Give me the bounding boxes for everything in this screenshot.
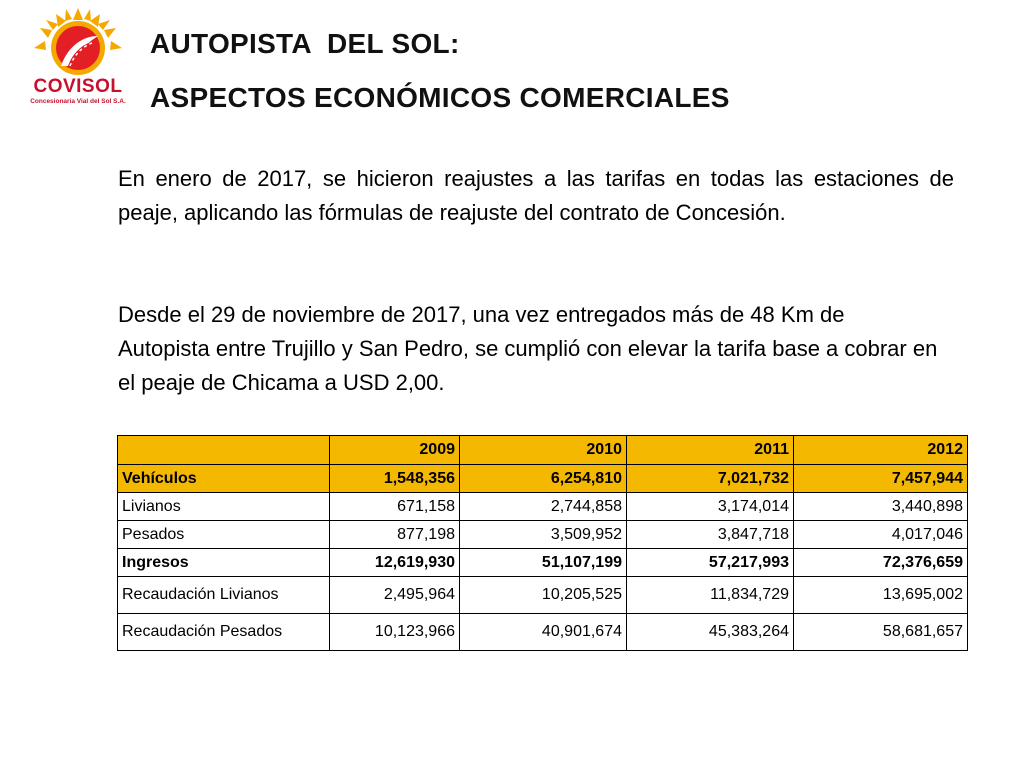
table-header-cell: 2010	[460, 436, 627, 465]
table-cell: 2,495,964	[330, 577, 460, 614]
table-cell: 51,107,199	[460, 549, 627, 577]
table-row	[118, 493, 968, 521]
table-row	[118, 577, 968, 614]
table-cell: 3,509,952	[460, 521, 627, 549]
table-cell: 7,021,732	[627, 465, 794, 493]
table-cell: 6,254,810	[460, 465, 627, 493]
page-subtitle: ASPECTOS ECONÓMICOS COMERCIALES	[150, 82, 730, 113]
table-header-row	[118, 436, 968, 465]
table-row	[118, 465, 968, 493]
table-header-cell: 2011	[627, 436, 794, 465]
table-cell: 11,834,729	[627, 577, 794, 614]
traffic-revenue-table	[117, 435, 968, 651]
table-header-cell: 2009	[330, 436, 460, 465]
table-cell: 3,847,718	[627, 521, 794, 549]
table-header-cell: 2012	[794, 436, 968, 465]
table-cell: 877,198	[330, 521, 460, 549]
table-cell: 12,619,930	[330, 549, 460, 577]
table-cell: 57,217,993	[627, 549, 794, 577]
table-cell: 72,376,659	[794, 549, 968, 577]
table-cell: 45,383,264	[627, 614, 794, 651]
table-row	[118, 521, 968, 549]
table-cell: 10,123,966	[330, 614, 460, 651]
row-label: Pesados	[118, 521, 330, 549]
row-label: Livianos	[118, 493, 330, 521]
paragraph-chicama-toll: Desde el 29 de noviembre de 2017, una vez entregados más de 48 Km de Autopista entre Trujillo y San Pedro, se cumplió con elevar la tarifa base a cobrar en el peaje de Chicama a USD 2,00.	[118, 302, 938, 395]
table-cell: 58,681,657	[794, 614, 968, 651]
row-label: Ingresos	[118, 549, 330, 577]
table-cell: 671,158	[330, 493, 460, 521]
table-cell: 4,017,046	[794, 521, 968, 549]
row-label: Recaudación Pesados	[118, 614, 330, 651]
table-cell: 1,548,356	[330, 465, 460, 493]
sun-road-icon	[28, 6, 128, 76]
table-cell: 40,901,674	[460, 614, 627, 651]
logo-brand: COVISOL	[33, 76, 123, 97]
row-label: Recaudación Livianos	[118, 577, 330, 614]
covisol-logo	[28, 6, 128, 110]
table-cell: 7,457,944	[794, 465, 968, 493]
table-cell: 13,695,002	[794, 577, 968, 614]
page-title: AUTOPISTA DEL SOL:	[150, 28, 460, 59]
table-header-cell	[118, 436, 330, 465]
table-cell: 3,174,014	[627, 493, 794, 521]
table-cell: 10,205,525	[460, 577, 627, 614]
paragraph-tariff-adjustment: En enero de 2017, se hicieron reajustes a las tarifas en todas las estaciones de peaje, aplicando las fórmulas de reajuste del contrato de Concesión.	[118, 166, 954, 225]
row-label: Vehículos	[118, 465, 330, 493]
table-row	[118, 549, 968, 577]
table-row	[118, 614, 968, 651]
logo-tagline: Concesionaria Vial del Sol S.A.	[30, 98, 126, 105]
table-cell: 3,440,898	[794, 493, 968, 521]
table-cell: 2,744,858	[460, 493, 627, 521]
